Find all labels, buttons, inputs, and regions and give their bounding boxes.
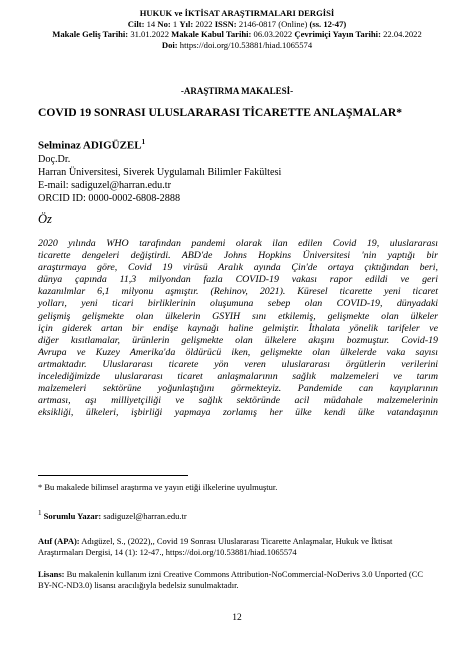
kabul-date: 06.03.2022 [253,29,293,40]
ethics-footnote: * Bu makalede bilimsel araştırma ve yayın etiği ilkelerine uyulmuştur. [38,482,278,492]
journal-issue-line [20,19,454,30]
yayin-label: Çevrimiçi Yayın Tarihi: [294,29,381,40]
abstract-line: kazanılmlar 6,1 milyonu aşmıştır. (Rehinov, 2021). Küresel ticarette yeni ticaret [38,286,438,298]
citation-footnote [38,536,438,557]
abstract-line: araştırmaya göre, Covid 19 virüsü Aralık ayında Çin'de ortaya çıktığından beri, [38,262,438,274]
abstract-heading: Öz [38,212,52,226]
page-number: 12 [232,613,242,623]
abstract-line: ticarette dengeleri değiştirdi. ABD'de Johns Hopkins Üniversitesi 'nin yaptığı bir [38,250,438,262]
author-orcid[interactable]: 0000-0002-6808-2888 [88,192,181,204]
author-email[interactable]: sadiguzel@harran.edu.tr [71,179,172,191]
abstract-line: 2020 yılında WHO tarafından pandemi olarak ilan edilen Covid 19, uluslararası [38,238,438,249]
footnote-divider [38,475,188,476]
yil-value: 2022 [195,18,213,29]
journal-dates-line [20,29,454,40]
page-range: (ss. 12-47) [309,18,347,29]
abstract-line: gelişmiş gelişmekte olan ülkelerin GSYIH sını etkilemiş, gelişmekte olan ülkeler [38,310,438,322]
gelis-label: Makale Geliş Tarihi: [52,29,129,40]
doi-label: Doi: [161,39,178,50]
abstract-line: artmaktadır. Uluslararası ticarete yön veren uluslararası örgütlerin verilerini [38,358,438,370]
kabul-label: Makale Kabul Tarihi: [171,29,252,40]
citation-label: Atıf (APA): [38,536,80,546]
abstract-line: yolları, yeni ticari birliklerinin oluşumuna sebep olan COVID-19, dünyadaki [38,298,438,310]
email-label: E-mail: [38,179,69,191]
abstract-line: malzemeleri sektörüne yoğunlaştığını görmekteyiz. Pandemide can kayıplarının [38,383,438,395]
author-affiliation: Harran Üniversitesi, Siverek Uygulamalı Bilimler Fakültesi [38,166,282,178]
author-orcid-line [38,192,281,205]
abstract-line: diğer kısıtlamalar, ürünlerin gelişmekte olan ülkelere akışını bozmuştur. Covid-19 [38,334,438,346]
author-footnote-mark[interactable]: 1 [141,138,146,146]
doi-link[interactable]: https://doi.org/10.53881/hiad.1065574 [179,39,313,50]
author-email-line [38,179,281,192]
license-footnote [38,569,438,590]
abstract-body [38,238,438,419]
yayin-date: 22.04.2022 [383,29,422,40]
article-title: COVID 19 SONRASI ULUSLARARASI TİCARETTE ANLAŞMALAR* [38,106,403,119]
author-name-line [38,136,281,153]
corresponding-author-footnote [38,508,438,521]
section-label: -ARAŞTIRMA MAKALESİ- [180,86,294,96]
cilt-label: Cilt: [127,18,145,29]
author-name: Selminaz ADIGÜZEL [38,139,142,152]
journal-name: HUKUK ve İKTİSAT ARAŞTIRMALARI DERGİSİ [139,8,335,18]
cilt-value: 14 [146,18,156,29]
orcid-label: ORCID ID: [38,192,86,204]
no-value: 1 [172,18,178,29]
license-label: Lisans: [38,569,65,579]
abstract-line: eksikliği, ülkeleri, işbirliği yapmaya zorlamış her ülke kendi ülke vatandaşının [38,407,438,419]
author-title: Doç.Dr. [38,153,71,165]
abstract-line: incelediğimizde uluslararası ticaret anlaşmalarının sağlık malzemeleri ve tarım [38,371,438,383]
author-block [38,136,281,205]
abstract-line: için giderek artan bir endişe kaynağı haline gelmiştir. İthalata yönelik tarifeler ve [38,322,438,334]
journal-doi-line [20,40,454,51]
issn-value: 2146-0817 (Online) [238,18,308,29]
no-label: No: [157,18,171,29]
license-text: Bu makalenin kullanım izni Creative Commons Attribution-NoCommercial-NoDerivs 3.0 Unported (CC BY-NC-ND3.0) lisansı aracılığıyla bedelsiz sunulmaktadır. [38,569,424,590]
gelis-date: 31.01.2022 [130,29,169,40]
journal-header [20,8,454,50]
abstract-line: Avrupa ve Kuzey Amerika'da öldürücü iken, gelişmekte olan ülkelerde vaka sayısı [38,346,438,358]
corr-footnote-mark: 1 [38,509,42,517]
corr-email[interactable]: sadiguzel@harran.edu.tr [103,510,187,521]
abstract-line: dünya çapında 11,3 milyondan fazla COVID-19 vakası rapor edildi ve geri [38,274,438,286]
yil-label: Yıl: [179,18,194,29]
corr-label: Sorumlu Yazar: [43,510,102,521]
issn-label: ISSN: [214,18,237,29]
abstract-line: artması, aşı milliyetçiliği ve sağlık sektöründe acil müdahale malzemelerinin [38,395,438,407]
citation-text: Adıgüzel, S., (2022),, Covid 19 Sonrası Uluslararası Ticarette Anlaşmalar, Hukuk ve İktisat Araştırmaları Dergisi, 14 (1): 12-47., https://doi.org/10.53881/hiad.1065574 [38,536,393,557]
